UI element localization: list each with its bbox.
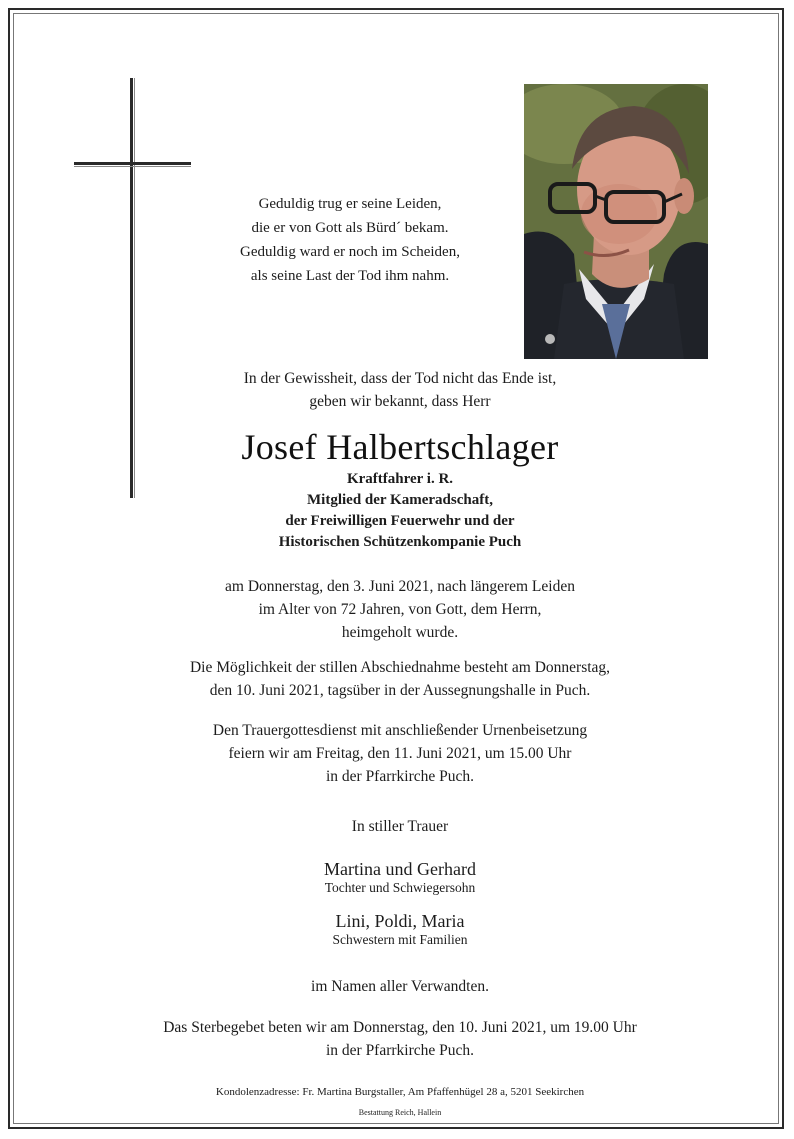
death-line: am Donnerstag, den 3. Juni 2021, nach längerem Leiden	[225, 578, 575, 595]
intro-line: In der Gewissheit, dass der Tod nicht das Ende ist,	[243, 370, 557, 387]
title-line: Kraftfahrer i. R.	[346, 471, 454, 487]
cross-bar	[74, 162, 191, 165]
service-line: feiern wir am Freitag, den 11. Juni 2021, um 15.00 Uhr	[228, 745, 572, 762]
poem-line: Geduldig ward er noch im Scheiden,	[240, 244, 460, 260]
poem-line: Geduldig trug er seine Leiden,	[258, 196, 442, 212]
death-line: heimgeholt wurde.	[341, 624, 459, 641]
mourning-heading: In stiller Trauer	[351, 818, 449, 835]
death-announcement	[100, 575, 700, 644]
prayer-line: Das Sterbegebet beten wir am Donnerstag, den 10. Juni 2021, um 19.00 Uhr	[163, 1019, 637, 1036]
relatives-line: im Namen aller Verwandten.	[311, 978, 489, 995]
condolence-address: Kondolenzadresse: Fr. Martina Burgstaller, Am Pfaffenhügel 28 a, 5201 Seekirchen	[215, 1086, 585, 1098]
family-group	[100, 858, 700, 896]
portrait-illustration	[524, 84, 708, 359]
poem-line: die er von Gott als Bürd´ bekam.	[251, 220, 449, 236]
farewell-line: den 10. Juni 2021, tagsüber in der Aussegnungshalle in Puch.	[209, 682, 591, 699]
service-line: in der Pfarrkirche Puch.	[325, 768, 475, 785]
prayer-line: in der Pfarrkirche Puch.	[325, 1042, 475, 1059]
title-line: Historischen Schützenkompanie Puch	[278, 534, 522, 550]
title-line: Mitglied der Kameradschaft,	[307, 492, 493, 508]
family-relation: Tochter und Schwiegersohn	[324, 880, 476, 895]
family-group	[100, 910, 700, 948]
farewell-info	[100, 656, 700, 702]
deceased-titles	[100, 469, 700, 553]
intro-text	[100, 367, 700, 413]
poem-line: als seine Last der Tod ihm nahm.	[250, 268, 450, 284]
intro-line: geben wir bekannt, dass Herr	[309, 393, 491, 410]
cross-shadow-horizontal	[74, 166, 191, 167]
family-names: Lini, Poldi, Maria	[335, 911, 465, 931]
portrait-photo	[524, 84, 708, 359]
family-names: Martina und Gerhard	[324, 859, 476, 879]
funeral-home: Bestattung Reich, Hallein	[358, 1108, 442, 1117]
prayer-info	[100, 1016, 700, 1062]
poem	[200, 192, 500, 288]
death-line: im Alter von 72 Jahren, von Gott, dem Herrn,	[258, 601, 542, 618]
title-line: der Freiwilligen Feuerwehr und der	[285, 513, 515, 529]
service-info	[100, 719, 700, 788]
farewell-line: Die Möglichkeit der stillen Abschiednahme besteht am Donnerstag,	[189, 659, 611, 676]
service-line: Den Trauergottesdienst mit anschließender Urnenbeisetzung	[212, 722, 588, 739]
deceased-name: Josef Halbertschlager	[241, 427, 559, 467]
family-relation: Schwestern mit Familien	[332, 932, 468, 947]
